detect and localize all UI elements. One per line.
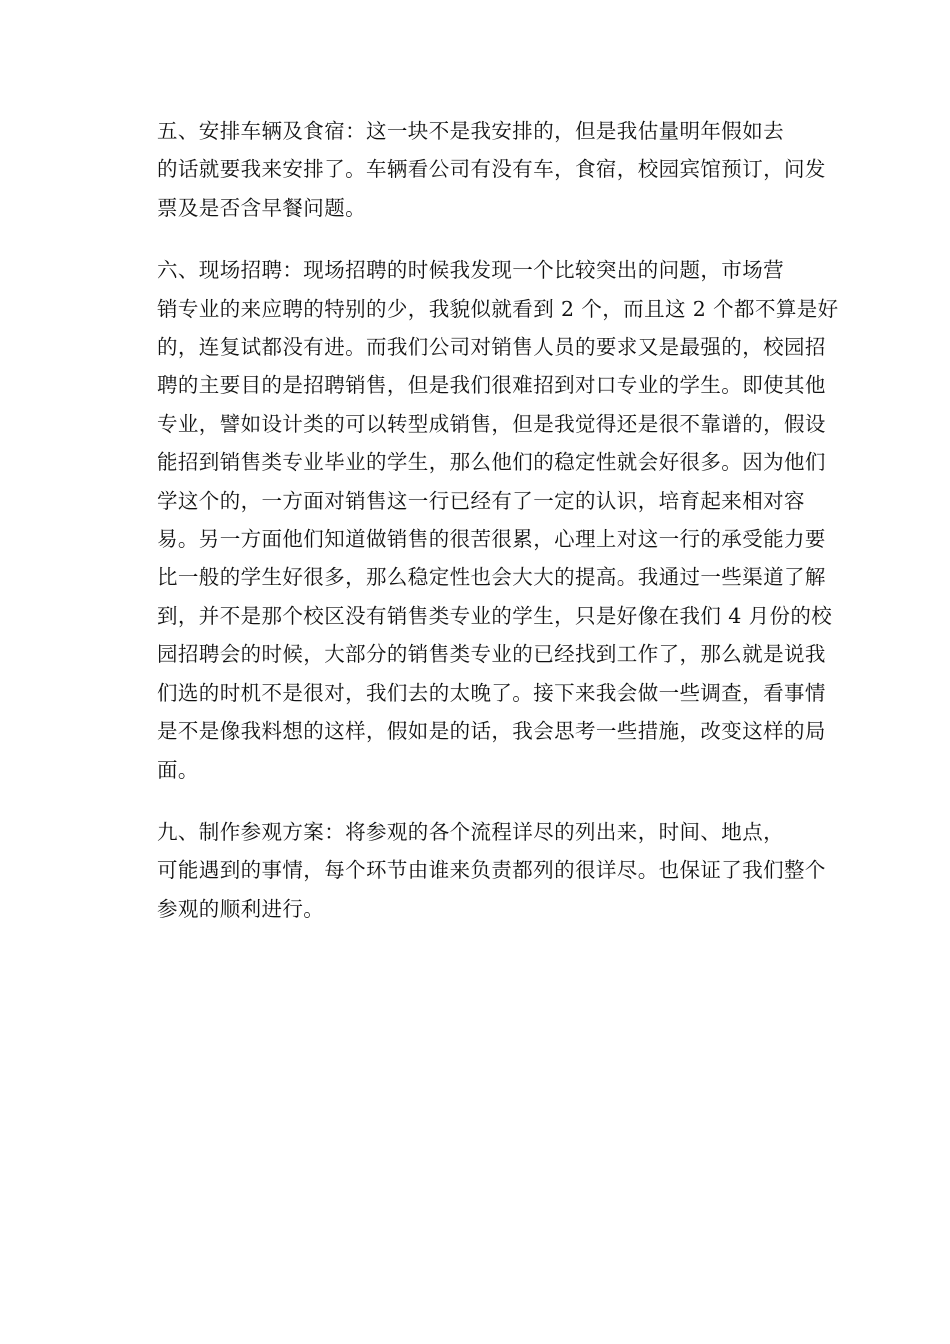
text-line: 专业，譬如设计类的可以转型成销售，但是我觉得还是很不靠谱的，假设 bbox=[157, 411, 826, 436]
text-line: 票及是否含早餐问题。 bbox=[157, 195, 366, 220]
text-line: 可能遇到的事情，每个环节由谁来负责都列的很详尽。也保证了我们整个 bbox=[157, 858, 826, 883]
text-line: 是不是像我料想的这样，假如是的话，我会思考一些措施，改变这样的局 bbox=[157, 719, 826, 744]
paragraph-onsite-recruiting bbox=[116, 251, 839, 789]
text-line: 聘的主要目的是招聘销售，但是我们很难招到对口专业的学生。即使其他 bbox=[157, 373, 826, 398]
paragraph-vehicles-lodging bbox=[116, 112, 834, 227]
text-line: 们选的时机不是很对，我们去的太晚了。接下来我会做一些调查，看事情 bbox=[157, 680, 826, 705]
text-line: 比一般的学生好很多，那么稳定性也会大大的提高。我通过一些渠道了解 bbox=[157, 565, 826, 590]
paragraph-visit-plan bbox=[116, 813, 834, 928]
text-line: 的，连复试都没有进。而我们公司对销售人员的要求又是最强的，校园招 bbox=[157, 335, 826, 360]
text-line: 学这个的，一方面对销售这一行已经有了一定的认识，培育起来相对容 bbox=[157, 488, 805, 513]
document-body bbox=[116, 112, 839, 952]
text-line: 的话就要我来安排了。车辆看公司有没有车，食宿，校园宾馆预订，问发 bbox=[157, 157, 826, 182]
text-line: 能招到销售类专业毕业的学生，那么他们的稳定性就会好很多。因为他们 bbox=[157, 450, 826, 475]
text-line: 销专业的来应聘的特别的少，我貌似就看到 2 个，而且这 2 个都不算是好 bbox=[157, 296, 839, 321]
text-line: 六、现场招聘：现场招聘的时候我发现一个比较突出的问题，市场营 bbox=[157, 258, 784, 283]
text-line: 五、安排车辆及食宿：这一块不是我安排的，但是我估量明年假如去 bbox=[157, 119, 784, 143]
text-line: 园招聘会的时候，大部分的销售类专业的已经找到工作了，那么就是说我 bbox=[157, 642, 826, 667]
text-line: 面。 bbox=[157, 757, 199, 782]
text-line: 参观的顺利进行。 bbox=[157, 896, 325, 921]
text-line: 九、制作参观方案：将参观的各个流程详尽的列出来，时间、地点， bbox=[157, 819, 784, 844]
text-line: 易。另一方面他们知道做销售的很苦很累，心理上对这一行的承受能力要 bbox=[157, 527, 826, 552]
text-line: 到，并不是那个校区没有销售类专业的学生，只是好像在我们 4 月份的校 bbox=[157, 603, 833, 628]
